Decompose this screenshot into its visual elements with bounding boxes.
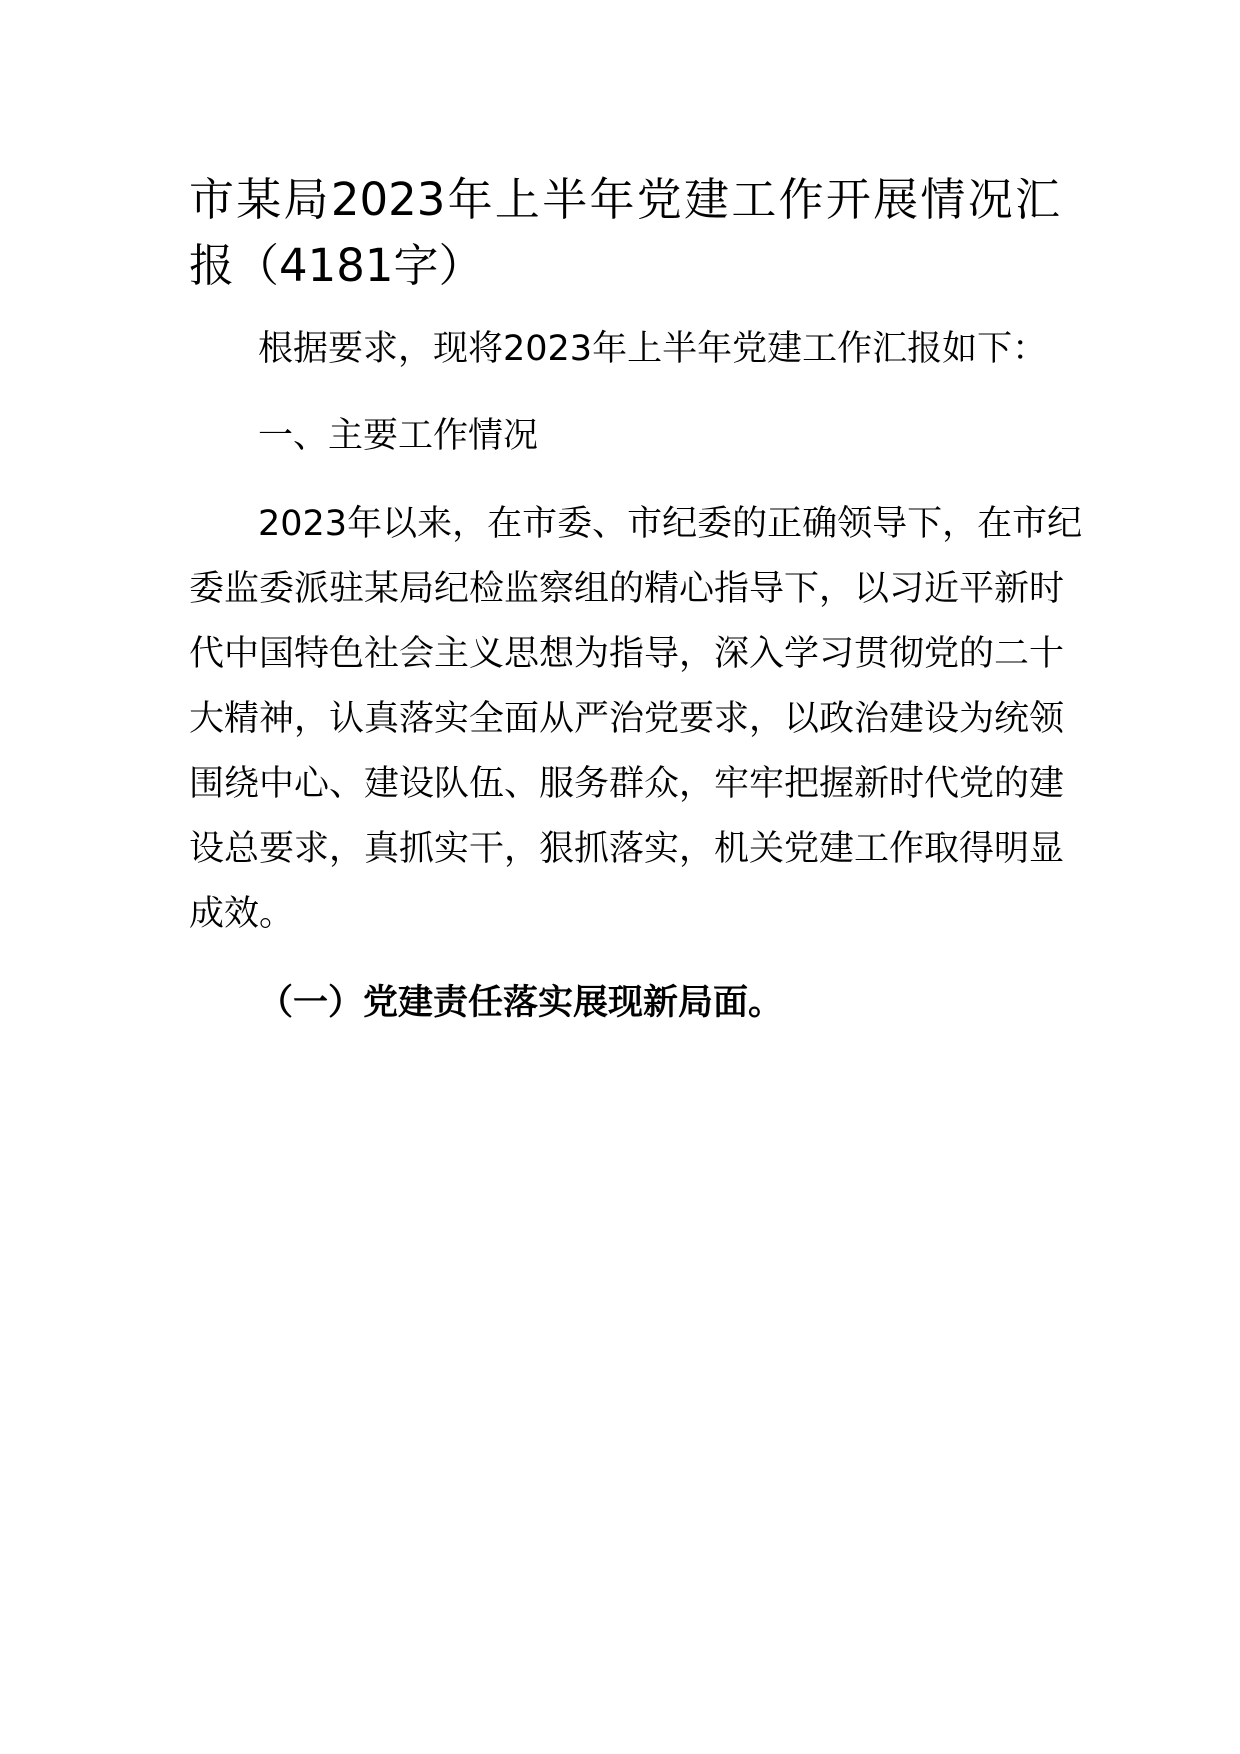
paragraph-line: 围绕中心、建设队伍、服务群众，牢牢把握新时代党的建 xyxy=(189,764,1065,804)
paragraph-line: 设总要求，真抓实干，狠抓落实，机关党建工作取得明显 xyxy=(189,829,1065,869)
intro-paragraph: 根据要求，现将2023年上半年党建工作汇报如下： xyxy=(258,329,1048,369)
paragraph-line: 大精神，认真落实全面从严治党要求，以政治建设为统领 xyxy=(189,699,1065,739)
paragraph-line: 代中国特色社会主义思想为指导，深入学习贯彻党的二十 xyxy=(189,634,1065,674)
document-title-line-1: 市某局2023年上半年党建工作开展情况汇 xyxy=(189,173,1060,226)
section-heading: 一、主要工作情况 xyxy=(258,416,539,456)
paragraph-line: 2023年以来，在市委、市纪委的正确领导下，在市纪 xyxy=(258,504,1083,544)
paragraph-line: 成效。 xyxy=(189,894,295,934)
document-title-line-2: 报（4181字） xyxy=(189,239,484,292)
subsection-heading: （一）党建责任落实展现新局面。 xyxy=(258,983,784,1023)
paragraph-line: 委监委派驻某局纪检监察组的精心指导下，以习近平新时 xyxy=(189,569,1065,609)
